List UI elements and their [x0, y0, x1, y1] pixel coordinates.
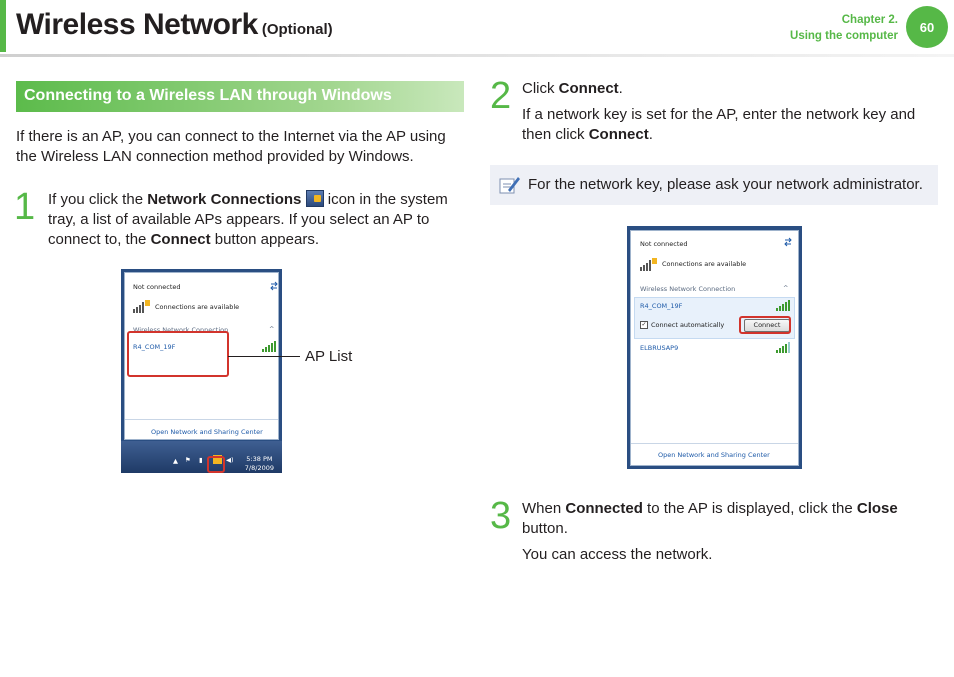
- not-connected-label: Not connected: [133, 283, 181, 291]
- tray-flag-icon[interactable]: ⚑: [185, 456, 191, 464]
- connect-button-highlight: [739, 316, 791, 334]
- step-2-line-2: If a network key is set for the AP, enter the network key and then click Connect.: [522, 106, 916, 143]
- network-popup-pane: [630, 230, 799, 466]
- tray-clock[interactable]: 5:38 PM 7/8/2009: [244, 455, 274, 472]
- step-1-text: If you click the Network Connections icon in the system tray, a list of available APs appears. If you select an AP to connect to, the Connect button appears.: [48, 191, 448, 248]
- note-icon: [498, 174, 520, 196]
- section-heading: Connecting to a Wireless LAN through Windows: [16, 81, 464, 112]
- page-title: Wireless Network (Optional): [16, 8, 333, 41]
- chapter-number: Chapter 2.: [841, 14, 898, 26]
- header-divider: [0, 54, 954, 57]
- step-3-result: You can access the network.: [522, 546, 713, 563]
- ap-list-callout: AP List: [305, 348, 353, 365]
- chapter-label: [790, 12, 898, 44]
- step-3-number: 3: [490, 495, 512, 537]
- tray-arrow-icon[interactable]: ▲: [173, 457, 178, 465]
- wireless-section-label: Wireless Network Connection: [133, 326, 229, 334]
- signal-strength-icon: [262, 341, 276, 352]
- refresh-icon[interactable]: [269, 281, 279, 291]
- wireless-section-label: Wireless Network Connection: [640, 285, 736, 293]
- system-tray: [121, 441, 282, 473]
- collapse-icon[interactable]: ^: [269, 325, 275, 333]
- callout-leader-line: [228, 356, 300, 357]
- step-3-text: When Connected to the AP is displayed, click the Close button.: [522, 500, 898, 537]
- auto-connect-checkbox[interactable]: ✓: [641, 321, 647, 328]
- tray-icon-highlight: [207, 456, 225, 473]
- connections-available-label: Connections are available: [662, 260, 747, 268]
- note-text: For the network key, please ask your network administrator.: [528, 176, 923, 193]
- open-network-center-link[interactable]: Open Network and Sharing Center: [658, 451, 770, 459]
- intro-paragraph: If there is an AP, you can connect to the Internet via the AP using the Wireless LAN connection method provided by Windows.: [16, 128, 446, 165]
- page-number-badge: 60: [906, 6, 948, 48]
- refresh-icon[interactable]: [783, 237, 793, 247]
- signal-strength-icon: [776, 300, 790, 311]
- signal-strength-icon: [776, 342, 790, 353]
- footer-divider: [125, 419, 278, 420]
- step-2-line-1: Click Connect.: [522, 80, 623, 97]
- tray-battery-icon[interactable]: ▮: [199, 456, 203, 464]
- network-connections-icon: [640, 256, 658, 272]
- network-connections-icon: [306, 190, 324, 207]
- network-popup-screenshot-2: [627, 226, 802, 469]
- connections-available-label: Connections are available: [155, 303, 240, 311]
- step-2-number: 2: [490, 75, 512, 117]
- tray-volume-icon[interactable]: ◀): [226, 456, 234, 464]
- step-1-number: 1: [14, 186, 36, 228]
- collapse-icon[interactable]: ^: [783, 284, 789, 292]
- title-suffix: (Optional): [261, 21, 333, 38]
- header-accent-bar: [0, 0, 6, 52]
- connect-button[interactable]: Connect: [744, 319, 790, 332]
- auto-connect-label: Connect automatically: [651, 321, 725, 329]
- not-connected-label: Not connected: [640, 240, 688, 248]
- ap-item-r4-com-19f[interactable]: R4_COM_19F: [133, 343, 176, 351]
- ap-item-r4-com-19f[interactable]: R4_COM_19F: [640, 302, 683, 310]
- chapter-subtitle: Using the computer: [790, 30, 898, 42]
- ap-list-highlight: [127, 331, 229, 377]
- ap-item-elbrusap9[interactable]: ELBRUSAP9: [640, 344, 679, 352]
- footer-divider: [631, 443, 798, 444]
- network-connections-icon: [133, 298, 151, 314]
- note-box: [490, 165, 938, 205]
- open-network-center-link[interactable]: Open Network and Sharing Center: [151, 428, 263, 436]
